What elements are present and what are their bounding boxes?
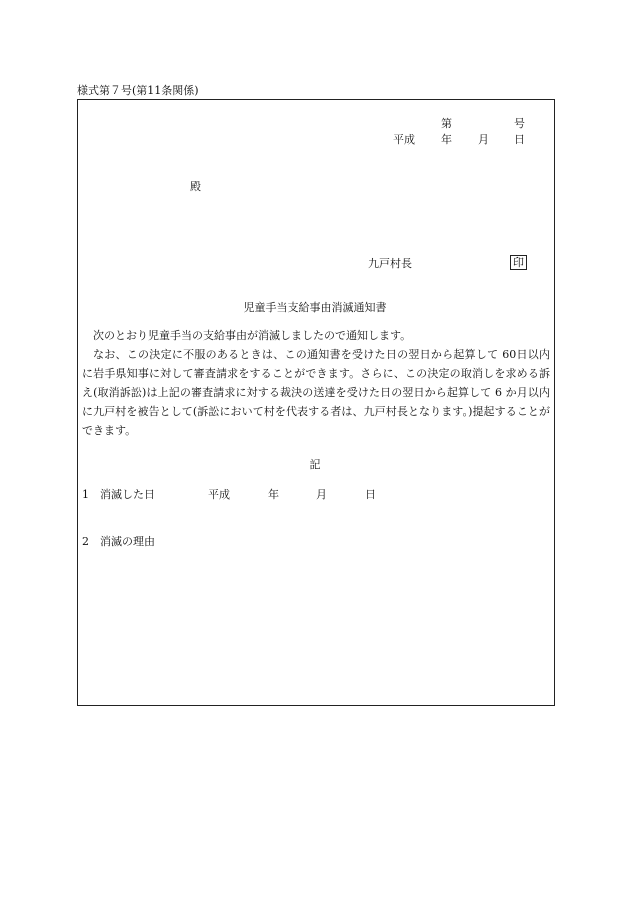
item-1-era: 平成 [208,488,230,501]
body-paragraph-1: 次のとおり児童手当の支給事由が消滅しましたので通知します。 [93,329,412,342]
item-1-label: 消滅した日 [100,488,155,501]
date-era: 平成 [393,133,415,146]
issuer: 九戸村長 [368,257,412,270]
body-text [82,326,550,440]
item-2-label: 消滅の理由 [100,535,155,548]
date-month: 月 [478,133,489,146]
number-suffix: 号 [514,117,525,130]
addressee-suffix: 殿 [190,180,201,193]
date-year: 年 [441,133,452,146]
item-1-number: 1 [82,488,89,501]
seal-mark: 印 [510,255,527,270]
form-label: 様式第７号(第11条関係) [77,84,199,97]
document-title: 児童手当支給事由消滅通知書 [243,301,387,314]
body-paragraph-2: なお、この決定に不服のあるときは、この通知書を受けた日の翌日から起算して 60日以内に岩手県知事に対して審査請求をすることができます。さらに、この決定の取消しを求める訴え(取消訴訟)は上記の審査請求に対する裁決の送達を受けた日の翌日から起算して 6 か月以内に九戸村を被告として(訴訟において村を代表する者は、九戸村長となります。)提起することができます。 [82,348,550,437]
item-1-year: 年 [268,488,279,501]
item-1-day: 日 [365,488,376,501]
ki-heading: 記 [309,458,321,471]
date-day: 日 [514,133,525,146]
item-1-month: 月 [316,488,327,501]
item-2-number: 2 [82,535,89,548]
number-prefix: 第 [441,117,452,130]
